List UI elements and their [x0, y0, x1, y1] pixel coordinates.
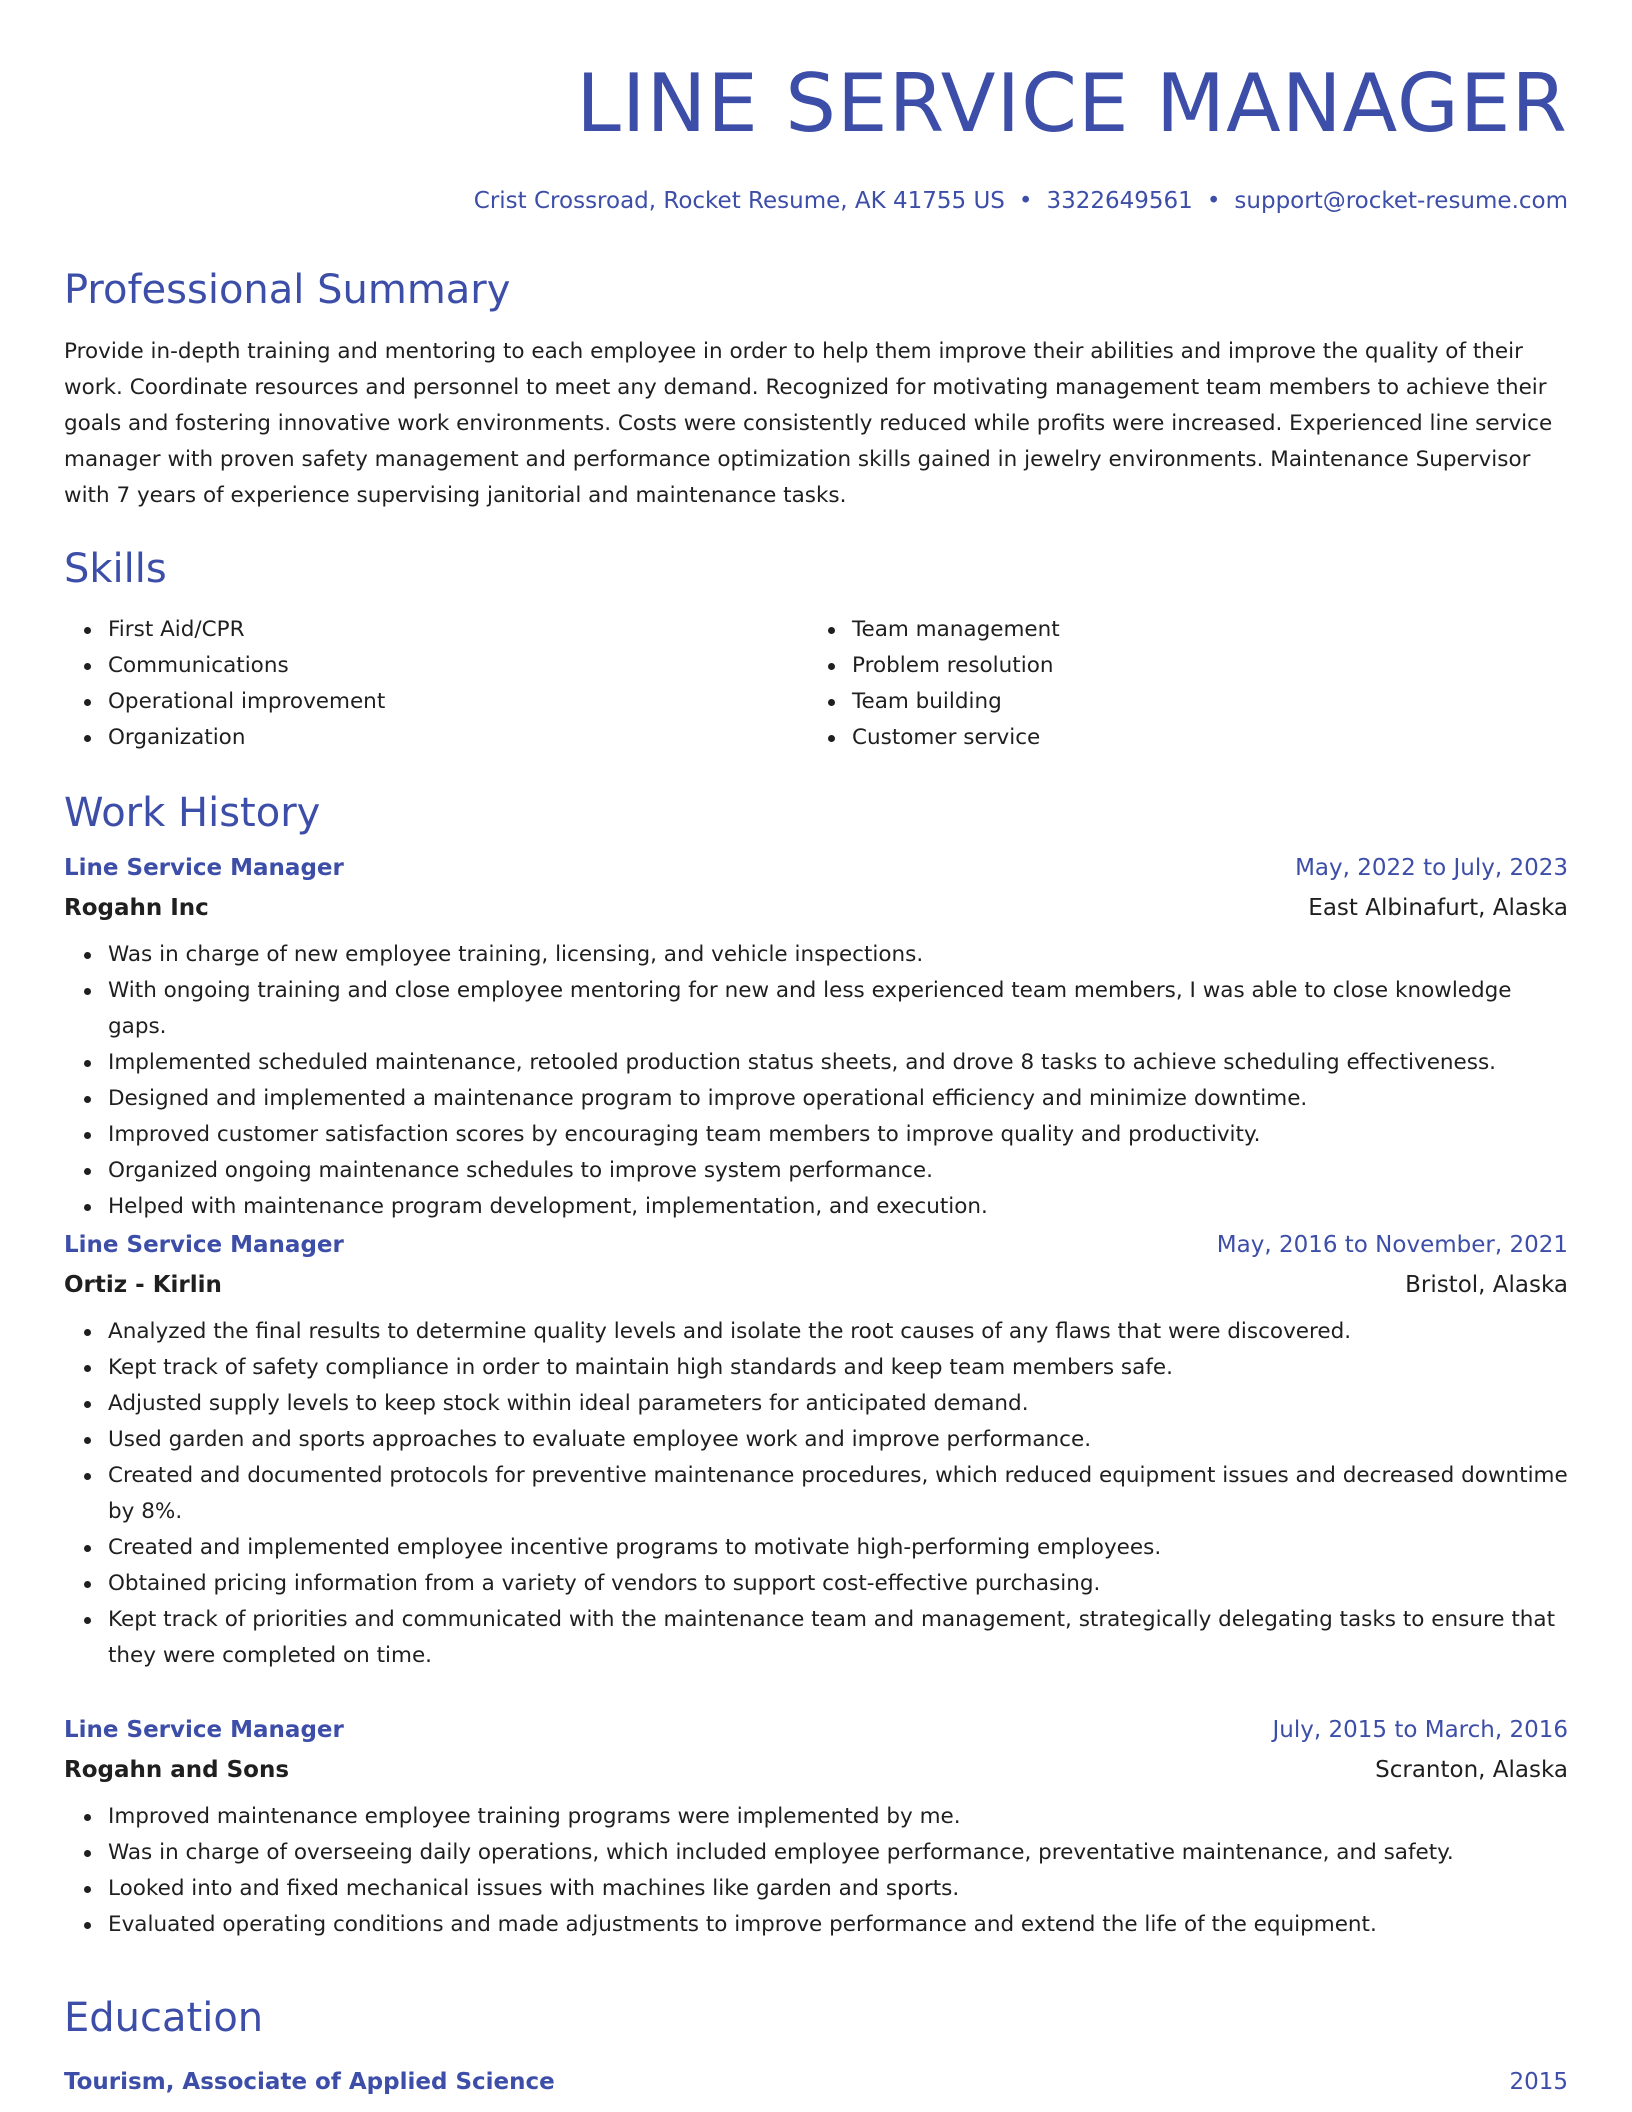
job-location: Bristol, Alaska: [1405, 1272, 1568, 1298]
job-bullet: Helped with maintenance program development, implementation, and execution.: [108, 1189, 1568, 1225]
job-bullet: Was in charge of new employee training, licensing, and vehicle inspections.: [108, 937, 1568, 973]
job-bullet: Implemented scheduled maintenance, retooled production status sheets, and drove 8 tasks to achieve scheduling effectiveness.: [108, 1045, 1568, 1081]
phone-text: 3322649561: [1046, 188, 1193, 214]
skill-item: First Aid/CPR: [108, 612, 808, 648]
job-bullet: Improved customer satisfaction scores by encouraging team members to improve quality and productivity.: [108, 1117, 1568, 1153]
job-bullet: Created and implemented employee incentive programs to motivate high-performing employees.: [108, 1530, 1568, 1566]
job-dates: July, 2015 to March, 2016: [1272, 1717, 1568, 1743]
separator-dot: •: [1018, 188, 1033, 214]
skill-item: Team management: [852, 612, 1552, 648]
address-text: Crist Crossroad, Rocket Resume, AK 41755 US: [473, 188, 1005, 214]
job-bullets: [64, 1799, 1568, 1943]
job-bullet: Kept track of priorities and communicated with the maintenance team and management, strategically delegating tasks to ensure that they were completed on time.: [108, 1602, 1568, 1674]
job-bullet: Evaluated operating conditions and made adjustments to improve performance and extend the life of the equipment.: [108, 1907, 1568, 1943]
job-entry: [64, 853, 1568, 1225]
skill-item: Problem resolution: [852, 648, 1552, 684]
skill-item: Team building: [852, 684, 1552, 720]
contact-line: [64, 186, 1568, 216]
job-company: Rogahn and Sons: [64, 1757, 290, 1783]
skills-column-right: [808, 612, 1552, 756]
job-bullet: Obtained pricing information from a variety of vendors to support cost-effective purchasing.: [108, 1566, 1568, 1602]
skill-item: Operational improvement: [108, 684, 808, 720]
job-dates: May, 2016 to November, 2021: [1216, 1232, 1568, 1258]
job-location: East Albinafurt, Alaska: [1308, 895, 1568, 921]
job-bullet: Adjusted supply levels to keep stock within ideal parameters for anticipated demand.: [108, 1386, 1568, 1422]
job-dates: May, 2022 to July, 2023: [1295, 855, 1568, 881]
job-bullet: Kept track of safety compliance in order to maintain high standards and keep team members safe.: [108, 1350, 1568, 1386]
summary-text: Provide in-depth training and mentoring to each employee in order to help them improve their abilities and improve the quality of their work. Coordinate resources and personnel to meet any demand. Recognized for motivating management team members to achieve their goals and fostering innovative work environments. Costs were consistently reduced while profits were increased. Experienced line service manager with proven safety management and performance optimization skills gained in jewelry environments. Maintenance Supervisor with 7 years of experience supervising janitorial and maintenance tasks.: [64, 339, 1553, 508]
education-year: 2015: [1509, 2069, 1568, 2095]
skills-heading: Skills: [64, 546, 167, 592]
job-bullet: With ongoing training and close employee mentoring for new and less experienced team members, I was able to close knowledge gaps.: [108, 973, 1568, 1045]
job-bullets: [64, 1314, 1568, 1674]
job-entry: [64, 1230, 1568, 1674]
job-entry: [64, 1715, 1568, 1943]
education-entry: [64, 2067, 1568, 2097]
skills-column-left: [64, 612, 808, 756]
education-degree: Tourism, Associate of Applied Science: [64, 2069, 555, 2095]
work-history-heading: Work History: [64, 790, 321, 836]
job-bullets: [64, 937, 1568, 1225]
skill-item: Communications: [108, 648, 808, 684]
job-bullet: Used garden and sports approaches to evaluate employee work and improve performance.: [108, 1422, 1568, 1458]
job-bullet: Organized ongoing maintenance schedules to improve system performance.: [108, 1153, 1568, 1189]
skills-list: [64, 612, 1568, 756]
job-title: Line Service Manager: [64, 1232, 344, 1258]
skill-item: Customer service: [852, 720, 1552, 756]
separator-dot: •: [1206, 188, 1221, 214]
resume-page: [64, 0, 1568, 2095]
job-location: Scranton, Alaska: [1375, 1757, 1568, 1783]
job-company: Ortiz - Kirlin: [64, 1272, 222, 1298]
skill-item: Organization: [108, 720, 808, 756]
job-bullet: Improved maintenance employee training programs were implemented by me.: [108, 1799, 1568, 1835]
job-bullet: Looked into and fixed mechanical issues with machines like garden and sports.: [108, 1871, 1568, 1907]
job-company: Rogahn Inc: [64, 895, 209, 921]
page-title: LINE SERVICE MANAGER: [576, 57, 1568, 150]
job-bullet: Created and documented protocols for preventive maintenance procedures, which reduced equipment issues and decreased downtime by 8%.: [108, 1458, 1568, 1530]
job-bullet: Was in charge of overseeing daily operations, which included employee performance, preventative maintenance, and safety.: [108, 1835, 1568, 1871]
job-title: Line Service Manager: [64, 855, 344, 881]
email-link[interactable]: support@rocket-resume.com: [1234, 188, 1568, 214]
job-bullet: Designed and implemented a maintenance program to improve operational efficiency and minimize downtime.: [108, 1081, 1568, 1117]
education-heading: Education: [64, 1995, 264, 2041]
job-bullet: Analyzed the final results to determine quality levels and isolate the root causes of any flaws that were discovered.: [108, 1314, 1568, 1350]
summary-heading: Professional Summary: [64, 267, 511, 313]
job-title: Line Service Manager: [64, 1717, 344, 1743]
